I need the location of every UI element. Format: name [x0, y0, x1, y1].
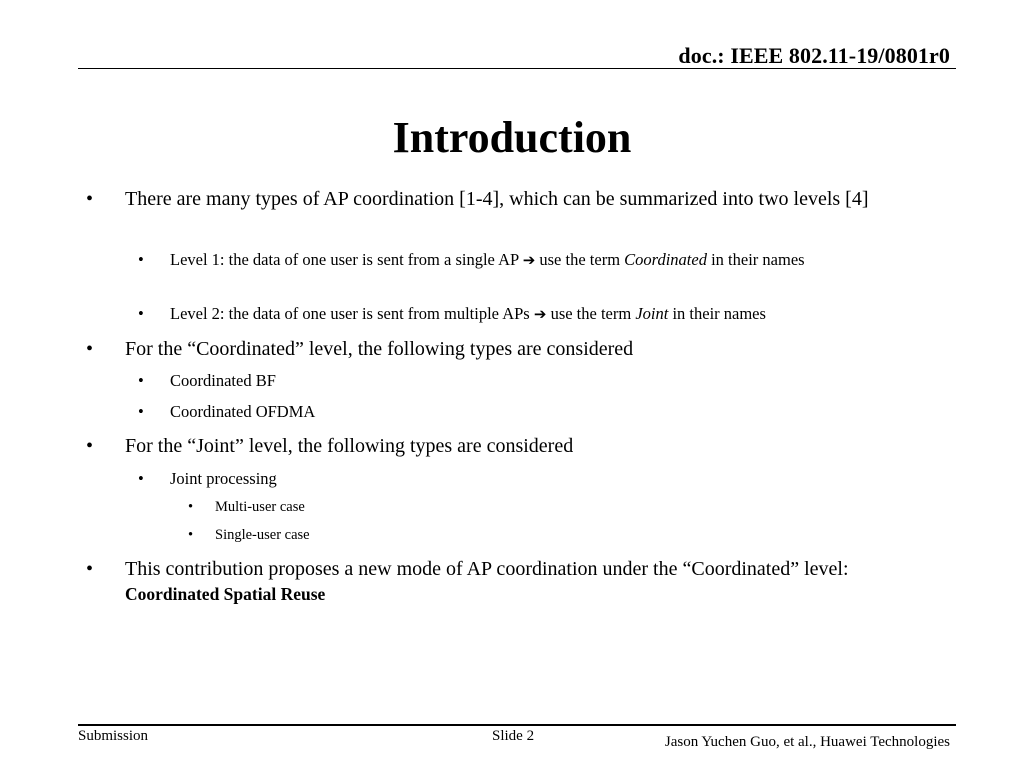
bullet-text: Level 1: the data of one user is sent from a single AP — [170, 250, 523, 269]
bullet-dot-icon: • — [86, 435, 94, 457]
bullet-level-2 — [138, 304, 918, 324]
bullet-dot-icon: • — [138, 371, 144, 390]
footer-author: Jason Yuchen Guo, et al., Huawei Technologies — [664, 734, 950, 750]
bullet-contribution-proposal — [86, 557, 916, 607]
bullet-dot-icon: • — [138, 469, 144, 488]
bullet-text: This contribution proposes a new mode of AP coordination under the “Coordinated” level: — [125, 558, 849, 580]
bullet-single-user-case — [188, 527, 888, 545]
bullet-text: For the “Joint” level, the following types are considered — [125, 435, 574, 457]
bullet-text: Joint processing — [170, 469, 277, 488]
slide-title: Introduction — [392, 113, 632, 162]
bullet-text: Coordinated OFDMA — [170, 402, 316, 421]
bullet-ap-coordination-types — [86, 187, 916, 212]
bullet-dot-icon: • — [188, 527, 194, 543]
bullet-dot-icon: • — [138, 250, 144, 269]
bullet-text: Coordinated BF — [170, 371, 276, 390]
bullet-dot-icon: • — [86, 558, 94, 580]
bullet-dot-icon: • — [138, 304, 144, 323]
footer-slide-number: Slide 2 — [492, 728, 535, 744]
bullet-dot-icon: • — [138, 402, 144, 421]
term-joint: Joint — [635, 304, 669, 323]
bullet-text: use the term — [546, 304, 636, 323]
right-arrow-icon: ➔ — [533, 305, 547, 323]
footer-rule — [78, 724, 956, 726]
bullet-text: For the “Coordinated” level, the following types are considered — [125, 338, 634, 360]
bullet-level-1 — [138, 250, 918, 270]
footer-submission: Submission — [78, 728, 149, 744]
bullet-text: in their names — [668, 304, 766, 323]
bullet-text: in their names — [706, 250, 805, 269]
bullet-text: Multi-user case — [215, 499, 305, 515]
bullet-coordinated-level — [86, 337, 916, 362]
bullet-text: use the term — [535, 250, 625, 269]
doc-id: doc.: IEEE 802.11-19/0801r0 — [678, 43, 950, 68]
bullet-text: Single-user case — [215, 527, 310, 543]
bullet-coordinated-ofdma — [138, 402, 918, 422]
term-coordinated: Coordinated — [624, 250, 707, 269]
bullet-dot-icon: • — [86, 338, 94, 360]
right-arrow-icon: ➔ — [522, 251, 536, 269]
bullet-dot-icon: • — [188, 499, 194, 515]
bullet-coordinated-bf — [138, 371, 918, 391]
bullet-joint-processing — [138, 469, 918, 489]
bullet-multi-user-case — [188, 499, 888, 517]
bullet-text: There are many types of AP coordination [1-4], which can be summarized into two levels [4] — [125, 188, 869, 210]
term-coordinated-spatial-reuse: Coordinated Spatial Reuse — [125, 583, 326, 604]
bullet-text: Level 2: the data of one user is sent from multiple APs — [170, 304, 534, 323]
bullet-joint-level — [86, 434, 916, 459]
bullet-dot-icon: • — [86, 188, 94, 210]
